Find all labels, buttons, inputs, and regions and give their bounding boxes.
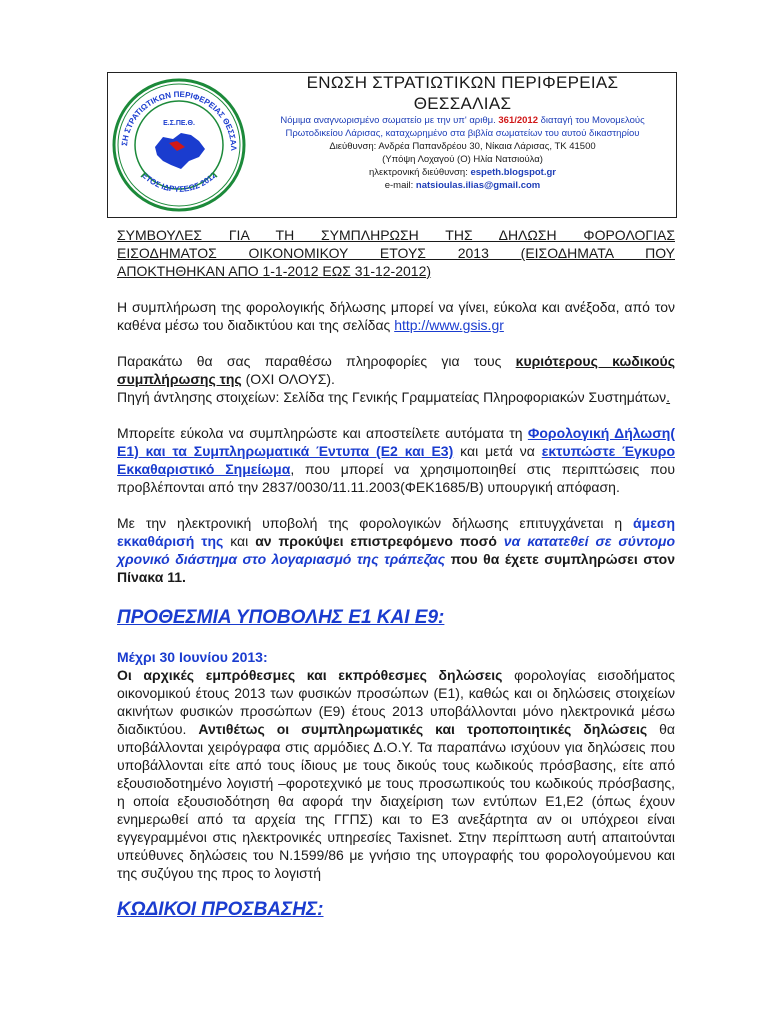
gsis-link[interactable]: http://www.gsis.gr <box>394 317 504 333</box>
main-codes-phrase: κυριότερους κωδικούς συμπλήρωσης της <box>117 353 675 387</box>
legal-line1: Νόμιμα αναγνωρισμένο σωματείο με την υπ' αριθμ. 361/2012 διαταγή του Μονομελούς <box>280 115 645 126</box>
legal-line2: Πρωτοδικείου Λάρισας, καταχωρημένο στα βιβλία σωματείων του αυτού δικαστηρίου <box>285 128 640 139</box>
main-heading-line1: ΣΥΜΒΟΥΛΕΣ ΓΙΑ ΤΗ ΣΥΜΠΛΗΡΩΣΗ ΤΗΣ ΔΗΛΩΣΗ ΦΟΡΟΛΟΓΙΑΣ <box>117 227 675 243</box>
svg-text:ΕΝΩΣΗ ΣΤΡΑΤΙΩΤΙΚΩΝ ΠΕΡΙΦΕΡΕΙΑΣ: ΣΗ ΣΤΡΑΤΙΩΤΙΚΩΝ ΠΕΡΙΦΕΡΕΙΑΣ ΘΕΣΣΑΛ <box>120 89 239 151</box>
address: Διεύθυνση: Ανδρέα Παπανδρέου 30, Νίκαια Λάρισας, ΤΚ 41500 <box>329 141 596 152</box>
legal-number: 361/2012 <box>498 115 538 126</box>
submission-paragraph: Μπορείτε εύκολα να συμπληρώστε και αποστείλετε αυτόματα τη Φορολογική Δήλωση( Ε1) και τα Συμπληρωματικά Έντυπα (Ε2 και Ε3) και μετά να εκτυπώστε Έγκυρο Εκκαθαριστικό Σημείωμα, που μπορεί να χρησιμοποιηθεί στις περιπτώσεις που προβλέπονται από την 2837/0030/11.11.2003(ΦΕΚ1685/Β) υπουργική απόφαση. <box>117 425 676 495</box>
deadline-date: Μέχρι 30 Ιουνίου 2013: <box>117 649 268 665</box>
svg-text:ΕΤΟΣ ΙΔΡΥΣΕΩΣ 2012: ΕΤΟΣ ΙΔΡΥΣΕΩΣ 2012 <box>140 170 218 194</box>
main-heading-line2: ΕΙΣΟΔΗΜΑΤΟΣ ΟΙΚΟΝΟΜΙΚΟΥ ΕΤΟΥΣ 2013 (ΕΙΣΟΔΗΜΑΤΑ ΠΟΥ <box>117 245 675 261</box>
svg-text:Ε.Σ.ΠΕ.Θ.: Ε.Σ.ΠΕ.Θ. <box>163 120 195 127</box>
org-name-line1: ΕΝΩΣΗ ΣΤΡΑΤΙΩΤΙΚΩΝ ΠΕΡΙΦΕΡΕΙΑΣ <box>306 73 619 92</box>
access-codes-section-title: ΚΩΔΙΚΟΙ ΠΡΟΣΒΑΣΗΣ: <box>117 899 324 920</box>
contact-person: (Υπόψη Λοχαγού (Ο) Ηλία Νατσιούλα) <box>382 154 543 165</box>
main-heading-line3: ΑΠΟΚΤΗΘΗΚΑΝ ΑΠΟ 1-1-2012 ΕΩΣ 31-12-2012) <box>117 263 432 279</box>
deadline-paragraph: Οι αρχικές εμπρόθεσμες και εκπρόθεσμες δηλώσεις φορολογίας εισοδήματος οικονομικού έτους 2013 των φυσικών προσώπων (Ε1), καθώς και οι δηλώσεις στοιχείων ακινήτων φυσικών προσώπων (Ε9) έτους 2013 υποβάλλονται μόνο ηλεκτρονικά μέσω διαδικτύου. Αντιθέτως οι συμπληρωματικές και τροποποιητικές δηλώσεις θα υποβάλλονται χειρόγραφα στις αρμόδιες Δ.Ο.Υ. Τα παραπάνω ισχύουν για δηλώσεις που υποβάλλονται είτε από τους ίδιους με τους δικούς τους κωδικούς πρόσβασης, είτε από εξουσιοδοτημένο λογιστή –φοροτεχνικό με τους προσωπικούς του κωδικούς πρόσβασης, η οποία εξουσιοδότηση θα αφορά την διαχείριση των εντύπων Ε1,Ε2 (όπως έχουν ενημερωθεί από τα αρχεία της ΓΓΠΣ) και το Ε3 ανεξάρτητα αν οι υπόχρεοι είναι εγγεγραμμένοι στις ηλεκτρονικές υπηρεσίες Taxisnet. Στην περίπτωση αυτή απαιτούνται υπεύθυνες δηλώσεις του Ν.1599/86 με γνήσιο της υπογραφής του φορολογούμενου και της συζύγου της προς το λογιστή <box>117 667 676 881</box>
email-link[interactable]: natsioulas.ilias@gmail.com <box>415 180 541 191</box>
org-name-line2: ΘΕΣΣΑΛΙΑΣ <box>413 94 512 113</box>
electronic-paragraph: Με την ηλεκτρονική υποβολή της φορολογικών δήλωσης επιτυγχάνεται η άμεση εκκαθάρισή της και αν προκύψει επιστρεφόμενο ποσό να κατατεθεί σε σύντομο χρονικό διάστημα στο λογαριασμό της τράπεζας που θα έχετε συμπληρώσει στον Πίνακα 11. <box>117 515 675 585</box>
intro-paragraph: Η συμπλήρωση της φορολογικής δήλωσης μπορεί να γίνει, εύκολα και ανέξοδα, από τον καθένα μέσω του διαδικτύου και της σελίδας http://www.gsis.gr <box>117 299 675 333</box>
website-line: ηλεκτρονική διεύθυνση: espeth.blogspot.gr <box>369 167 556 178</box>
info-paragraph: Παρακάτω θα σας παραθέσω πληροφορίες για τους κυριότερους κωδικούς συμπλήρωσης της (ΟΧΙ ΟΛΟΥΣ). <box>117 353 675 387</box>
website-link[interactable]: espeth.blogspot.gr <box>470 167 556 178</box>
letterhead-text <box>250 72 675 192</box>
document-body <box>117 226 675 922</box>
email-line: e-mail: natsioulas.ilias@gmail.com <box>384 180 541 191</box>
immediate-clearance: άμεση εκκαθάρισή της <box>117 515 675 549</box>
source-paragraph: Πηγή άντλησης στοιχείων: Σελίδα της Γενικής Γραμματείας Πληροφοριακών Συστημάτων. <box>117 389 671 405</box>
tax-return-link[interactable]: Φορολογική Δήλωση( Ε1) και τα Συμπληρωματικά Έντυπα (Ε2 και Ε3) <box>117 425 675 459</box>
print-notice-link[interactable]: εκτυπώστε Έγκυρο Εκκαθαριστικό Σημείωμα <box>117 443 676 477</box>
deadline-section-title: ΠΡΟΘΕΣΜΙΑ ΥΠΟΒΟΛΗΣ Ε1 ΚΑΙ Ε9: <box>117 607 445 628</box>
association-seal <box>111 77 247 213</box>
seal-graphic <box>111 77 247 213</box>
